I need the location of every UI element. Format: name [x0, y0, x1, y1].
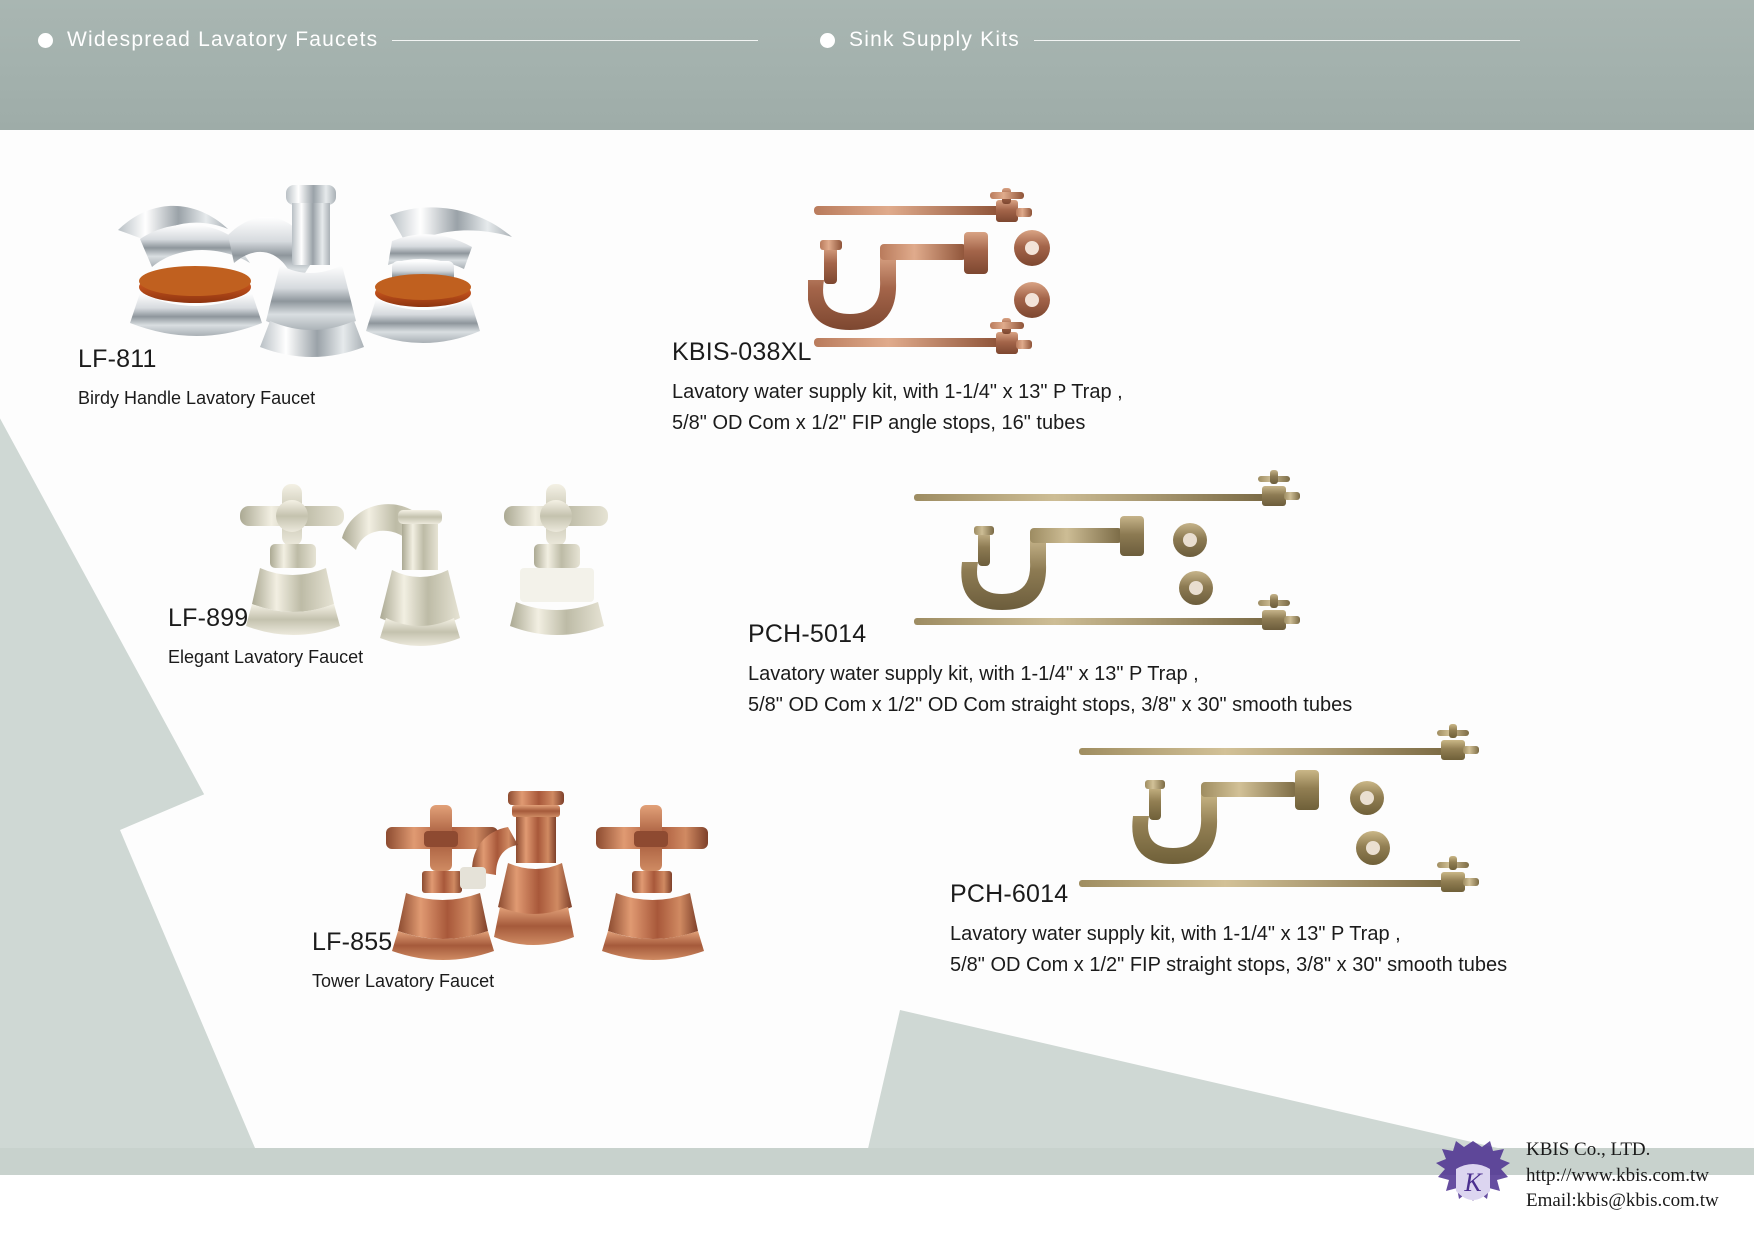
product-desc-line1: Lavatory water supply kit, with 1-1/4" x 13" P Trap , [672, 381, 1123, 403]
caption-lf-855 [312, 928, 494, 994]
product-name: Elegant Lavatory Faucet [168, 647, 364, 667]
caption-lf-899 [168, 604, 363, 670]
caption-pch-5014 [748, 620, 1352, 721]
company-email[interactable]: Email:kbis@kbis.com.tw [1526, 1190, 1719, 1212]
product-code: LF-855 [312, 928, 393, 956]
product-desc-line2: 5/8" OD Com x 1/2" FIP straight stops, 3/8" x 30" smooth tubes [950, 954, 1508, 976]
header-section-widespread-lavatory-faucets [38, 25, 758, 55]
product-code: LF-811 [78, 345, 157, 373]
bullet-icon [38, 33, 53, 48]
caption-lf-811 [78, 345, 315, 411]
header-section-label: Sink Supply Kits [849, 28, 1020, 51]
company-website[interactable]: http://www.kbis.com.tw [1526, 1164, 1709, 1186]
kbis-crest-icon [1430, 1135, 1516, 1221]
page-header [0, 0, 1754, 130]
product-code: LF-899 [168, 604, 249, 632]
product-code: KBIS-038XL [672, 338, 812, 366]
product-image-pch-5014 [910, 470, 1310, 640]
company-name: KBIS Co., LTD. [1526, 1139, 1651, 1160]
crest-letter: K [1464, 1168, 1482, 1197]
footer-brand [1430, 1135, 1719, 1221]
caption-pch-6014 [950, 880, 1507, 981]
bullet-icon [820, 33, 835, 48]
header-rule [1034, 40, 1520, 41]
product-name: Birdy Handle Lavatory Faucet [78, 388, 316, 408]
product-name: Tower Lavatory Faucet [312, 971, 495, 991]
product-desc-line2: 5/8" OD Com x 1/2" FIP angle stops, 16" tubes [672, 412, 1086, 434]
product-code: PCH-6014 [950, 880, 1069, 908]
product-desc-line1: Lavatory water supply kit, with 1-1/4" x 13" P Trap , [950, 923, 1401, 945]
caption-kbis-038xl [672, 338, 1123, 439]
product-code: PCH-5014 [748, 620, 867, 648]
product-desc-line2: 5/8" OD Com x 1/2" OD Com straight stops, 3/8" x 30" smooth tubes [748, 694, 1353, 716]
product-image-pch-6014 [1075, 722, 1495, 902]
product-desc-line1: Lavatory water supply kit, with 1-1/4" x 13" P Trap , [748, 663, 1199, 685]
header-section-label: Widespread Lavatory Faucets [67, 28, 379, 51]
header-section-sink-supply-kits [820, 25, 1520, 55]
header-rule [392, 40, 758, 41]
